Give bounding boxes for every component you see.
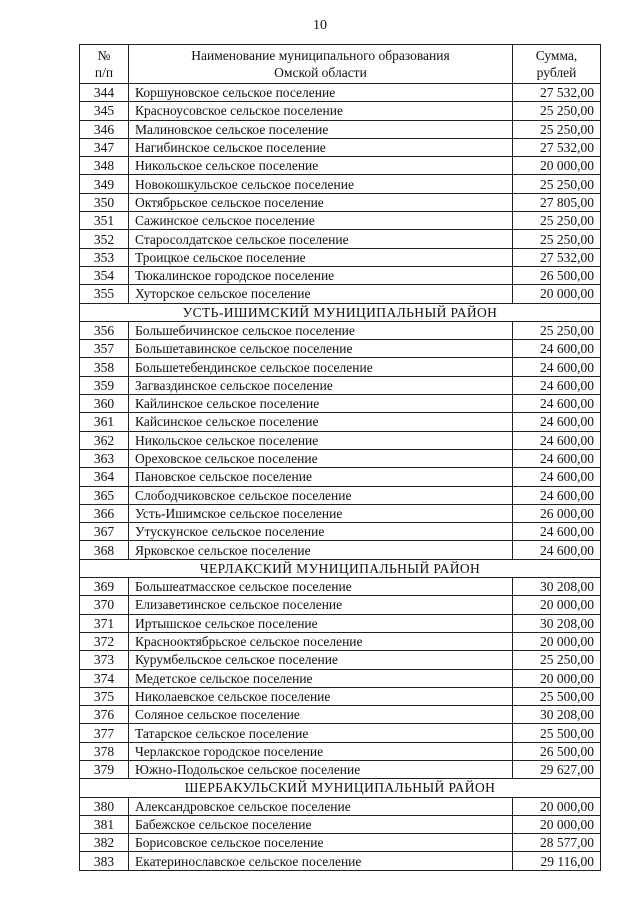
- amount: 27 532,00: [513, 84, 601, 102]
- amount: 28 577,00: [513, 834, 601, 852]
- row-number: 373: [80, 651, 129, 669]
- row-number: 352: [80, 230, 129, 248]
- municipality-name: Екатеринославское сельское поселение: [129, 852, 513, 870]
- row-number: 379: [80, 760, 129, 778]
- row-number: 355: [80, 285, 129, 303]
- municipality-name: Большетавинское сельское поселение: [129, 340, 513, 358]
- amount: 24 600,00: [513, 449, 601, 467]
- table-row: [80, 358, 601, 376]
- header-sum-line-2: рублей: [536, 65, 577, 80]
- table-row: [80, 797, 601, 815]
- amount: 20 000,00: [513, 596, 601, 614]
- municipality-name: Южно-Подольское сельское поселение: [129, 760, 513, 778]
- table-row: [80, 285, 601, 303]
- row-number: 377: [80, 724, 129, 742]
- municipality-name: Бабежское сельское поселение: [129, 815, 513, 833]
- row-number: 383: [80, 852, 129, 870]
- table-row: [80, 742, 601, 760]
- amount: 24 600,00: [513, 395, 601, 413]
- amount: 24 600,00: [513, 340, 601, 358]
- table-row: [80, 632, 601, 650]
- row-number: 372: [80, 632, 129, 650]
- table-row: [80, 669, 601, 687]
- amount: 30 208,00: [513, 578, 601, 596]
- table-row: [80, 431, 601, 449]
- amount: 25 250,00: [513, 321, 601, 339]
- amount: 27 532,00: [513, 248, 601, 266]
- row-number: 366: [80, 504, 129, 522]
- table-row: [80, 578, 601, 596]
- table-row: [80, 486, 601, 504]
- table-row: [80, 760, 601, 778]
- row-number: 369: [80, 578, 129, 596]
- column-header-number: [80, 45, 129, 84]
- table-body: [80, 84, 601, 871]
- municipality-name: Николаевское сельское поселение: [129, 687, 513, 705]
- amount: 30 208,00: [513, 706, 601, 724]
- municipality-name: Черлакское городское поселение: [129, 742, 513, 760]
- row-number: 358: [80, 358, 129, 376]
- table-row: [80, 614, 601, 632]
- row-number: 374: [80, 669, 129, 687]
- municipality-name: Никольское сельское поселение: [129, 157, 513, 175]
- municipality-name: Борисовское сельское поселение: [129, 834, 513, 852]
- table-row: [80, 596, 601, 614]
- table-row: [80, 175, 601, 193]
- amount: 24 600,00: [513, 541, 601, 559]
- municipality-name: Нагибинское сельское поселение: [129, 138, 513, 156]
- municipality-name: Александровское сельское поселение: [129, 797, 513, 815]
- column-header-name: [129, 45, 513, 84]
- municipality-name: Большеатмасское сельское поселение: [129, 578, 513, 596]
- municipality-name: Новокошкульское сельское поселение: [129, 175, 513, 193]
- table-row: [80, 651, 601, 669]
- amount: 24 600,00: [513, 468, 601, 486]
- table-row: [80, 834, 601, 852]
- row-number: 381: [80, 815, 129, 833]
- municipality-name: Старосолдатское сельское поселение: [129, 230, 513, 248]
- allocation-table: [79, 44, 601, 871]
- amount: 25 250,00: [513, 175, 601, 193]
- row-number: 344: [80, 84, 129, 102]
- row-number: 364: [80, 468, 129, 486]
- row-number: 360: [80, 395, 129, 413]
- amount: 20 000,00: [513, 285, 601, 303]
- table-row: [80, 376, 601, 394]
- amount: 20 000,00: [513, 157, 601, 175]
- amount: 24 600,00: [513, 523, 601, 541]
- header-name-line-1: Наименование муниципального образования: [191, 48, 450, 63]
- municipality-name: Утускунское сельское поселение: [129, 523, 513, 541]
- municipality-name: Октябрьское сельское поселение: [129, 193, 513, 211]
- page-number: 10: [313, 18, 327, 33]
- table-row: [80, 815, 601, 833]
- table-row: [80, 541, 601, 559]
- table-row: [80, 413, 601, 431]
- municipality-name: Кайсинское сельское поселение: [129, 413, 513, 431]
- municipality-name: Троицкое сельское поселение: [129, 248, 513, 266]
- row-number: 368: [80, 541, 129, 559]
- table-row: [80, 120, 601, 138]
- amount: 26 500,00: [513, 742, 601, 760]
- municipality-name: Тюкалинское городское поселение: [129, 266, 513, 284]
- amount: 20 000,00: [513, 669, 601, 687]
- row-number: 348: [80, 157, 129, 175]
- amount: 25 500,00: [513, 724, 601, 742]
- municipality-name: Большебичинское сельское поселение: [129, 321, 513, 339]
- amount: 29 627,00: [513, 760, 601, 778]
- table-row: [80, 504, 601, 522]
- amount: 24 600,00: [513, 413, 601, 431]
- row-number: 380: [80, 797, 129, 815]
- municipality-name: Большетебендинское сельское поселение: [129, 358, 513, 376]
- row-number: 356: [80, 321, 129, 339]
- column-header-sum: [513, 45, 601, 84]
- table-row: [80, 193, 601, 211]
- row-number: 357: [80, 340, 129, 358]
- municipality-name: Медетское сельское поселение: [129, 669, 513, 687]
- municipality-name: Иртышское сельское поселение: [129, 614, 513, 632]
- row-number: 362: [80, 431, 129, 449]
- row-number: 363: [80, 449, 129, 467]
- header-sum-line-1: Сумма,: [535, 48, 578, 63]
- district-header-row: [80, 303, 601, 321]
- municipality-name: Ореховское сельское поселение: [129, 449, 513, 467]
- row-number: 365: [80, 486, 129, 504]
- table-row: [80, 852, 601, 870]
- municipality-name: Кайлинское сельское поселение: [129, 395, 513, 413]
- table-row: [80, 248, 601, 266]
- row-number: 353: [80, 248, 129, 266]
- municipality-name: Краснооктябрьское сельское поселение: [129, 632, 513, 650]
- municipality-name: Усть-Ишимское сельское поселение: [129, 504, 513, 522]
- amount: 27 805,00: [513, 193, 601, 211]
- row-number: 349: [80, 175, 129, 193]
- amount: 25 500,00: [513, 687, 601, 705]
- amount: 20 000,00: [513, 815, 601, 833]
- amount: 25 250,00: [513, 120, 601, 138]
- municipality-name: Пановское сельское поселение: [129, 468, 513, 486]
- municipality-name: Малиновское сельское поселение: [129, 120, 513, 138]
- amount: 24 600,00: [513, 376, 601, 394]
- municipality-name: Хуторское сельское поселение: [129, 285, 513, 303]
- row-number: 345: [80, 102, 129, 120]
- table-row: [80, 395, 601, 413]
- table-row: [80, 266, 601, 284]
- amount: 24 600,00: [513, 431, 601, 449]
- amount: 24 600,00: [513, 358, 601, 376]
- amount: 26 000,00: [513, 504, 601, 522]
- municipality-name: Коршуновское сельское поселение: [129, 84, 513, 102]
- municipality-name: Сажинское сельское поселение: [129, 212, 513, 230]
- municipality-name: Загваздинское сельское поселение: [129, 376, 513, 394]
- row-number: 361: [80, 413, 129, 431]
- table-row: [80, 706, 601, 724]
- municipality-name: Елизаветинское сельское поселение: [129, 596, 513, 614]
- table-row: [80, 84, 601, 102]
- row-number: 378: [80, 742, 129, 760]
- district-title: ШЕРБАКУЛЬСКИЙ МУНИЦИПАЛЬНЫЙ РАЙОН: [80, 779, 601, 797]
- row-number: 350: [80, 193, 129, 211]
- row-number: 354: [80, 266, 129, 284]
- amount: 29 116,00: [513, 852, 601, 870]
- amount: 25 250,00: [513, 230, 601, 248]
- table-row: [80, 138, 601, 156]
- row-number: 375: [80, 687, 129, 705]
- amount: 25 250,00: [513, 102, 601, 120]
- row-number: 370: [80, 596, 129, 614]
- table-row: [80, 340, 601, 358]
- row-number: 376: [80, 706, 129, 724]
- district-title: УСТЬ-ИШИМСКИЙ МУНИЦИПАЛЬНЫЙ РАЙОН: [80, 303, 601, 321]
- municipality-name: Курумбельское сельское поселение: [129, 651, 513, 669]
- row-number: 371: [80, 614, 129, 632]
- municipality-name: Слободчиковское сельское поселение: [129, 486, 513, 504]
- row-number: 359: [80, 376, 129, 394]
- header-number-line-1: №: [97, 48, 111, 63]
- district-header-row: [80, 779, 601, 797]
- table-row: [80, 449, 601, 467]
- amount: 20 000,00: [513, 632, 601, 650]
- table-row: [80, 687, 601, 705]
- amount: 25 250,00: [513, 212, 601, 230]
- allocation-table-container: [79, 44, 600, 871]
- row-number: 367: [80, 523, 129, 541]
- municipality-name: Соляное сельское поселение: [129, 706, 513, 724]
- district-title: ЧЕРЛАКСКИЙ МУНИЦИПАЛЬНЫЙ РАЙОН: [80, 559, 601, 577]
- table-row: [80, 212, 601, 230]
- amount: 24 600,00: [513, 486, 601, 504]
- table-header: [80, 45, 601, 84]
- amount: 27 532,00: [513, 138, 601, 156]
- header-row: [80, 45, 601, 84]
- table-row: [80, 321, 601, 339]
- municipality-name: Татарское сельское поселение: [129, 724, 513, 742]
- amount: 20 000,00: [513, 797, 601, 815]
- row-number: 351: [80, 212, 129, 230]
- table-row: [80, 468, 601, 486]
- amount: 25 250,00: [513, 651, 601, 669]
- table-row: [80, 724, 601, 742]
- header-number-line-2: п/п: [94, 65, 114, 80]
- table-row: [80, 230, 601, 248]
- municipality-name: Ярковское сельское поселение: [129, 541, 513, 559]
- amount: 30 208,00: [513, 614, 601, 632]
- table-row: [80, 157, 601, 175]
- table-row: [80, 102, 601, 120]
- row-number: 347: [80, 138, 129, 156]
- municipality-name: Красноусовское сельское поселение: [129, 102, 513, 120]
- district-header-row: [80, 559, 601, 577]
- municipality-name: Никольское сельское поселение: [129, 431, 513, 449]
- header-name-line-2: Омской области: [274, 65, 367, 80]
- row-number: 346: [80, 120, 129, 138]
- table-row: [80, 523, 601, 541]
- amount: 26 500,00: [513, 266, 601, 284]
- row-number: 382: [80, 834, 129, 852]
